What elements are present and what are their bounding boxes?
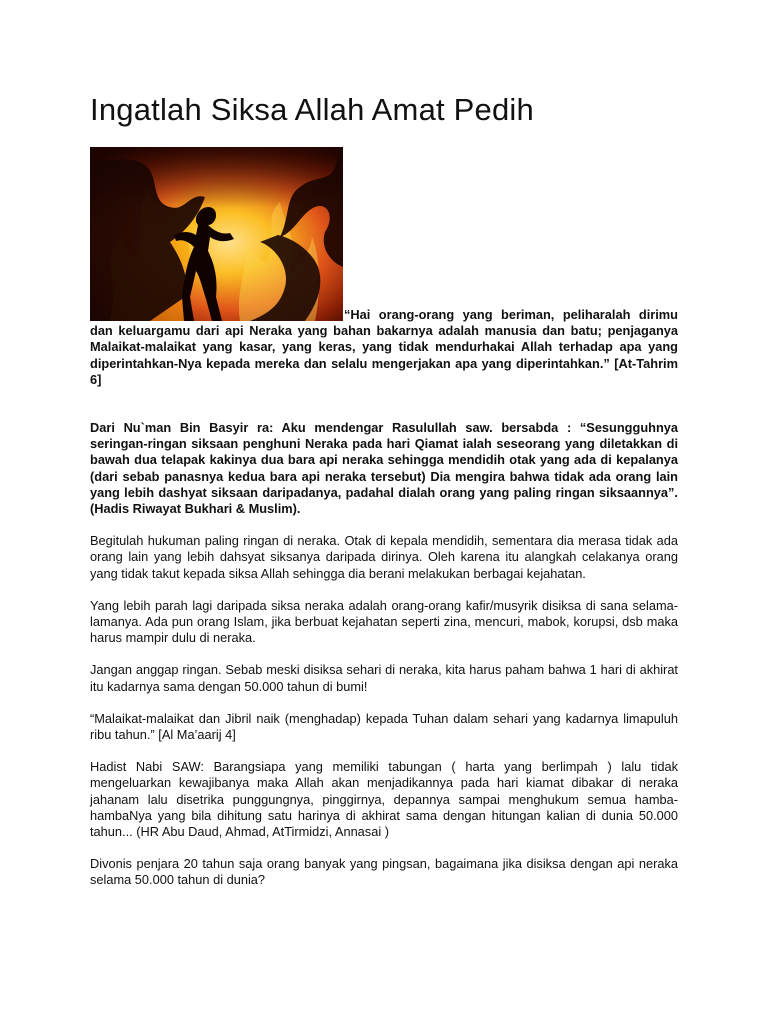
body-paragraph: Hadist Nabi SAW: Barangsiapa yang memiliki tabungan ( harta yang berlimpah ) lalu tidak mengeluarkan kewajibanya maka Allah akan menjadikannya pada hari kiamat dibakar di neraka jahanam lalu disetrika punggungnya, pinggirnya, depannya sampai menghukum semua hamba-hambaNya yang bila dihitung satu harinya di akhirat sama dengan hitungan kalian di dunia 50.000 tahun... (HR Abu Daud, Ahmad, AtTirmidzi, Annasai )	[90, 759, 678, 840]
hell-fire-image	[90, 147, 343, 321]
body-paragraph: Begitulah hukuman paling ringan di neraka. Otak di kepala mendidih, sementara dia merasa tidak ada orang lain yang lebih dahsyat siksanya daripada dirinya. Oleh karena itu alangkah celakanya orang yang tidak takut kepada siksa Allah sehingga dia berani melakukan berbagai kejahatan.	[90, 533, 678, 581]
quote-paragraph: “Malaikat-malaikat dan Jibril naik (menghadap) kepada Tuhan dalam sehari yang kadarnya limapuluh ribu tahun.” [Al Ma’aarij 4]	[90, 710, 678, 743]
hadith-paragraph: Dari Nu`man Bin Basyir ra: Aku mendengar Rasulullah saw. bersabda : “Sesungguhnya seringan-ringan siksaan penghuni Neraka pada hari Qiamat ialah seseorang yang diletakkan di bawah dua telapak kakinya dua bara api neraka sehingga mendidih otak yang ada di kepalanya (dari sebab panasnya kedua bara api neraka tersebut) Dia mengira bahwa tidak ada orang lain yang lebih dashyat siksaan daripadanya, padahal dialah orang yang paling ringan siksaannya”. (Hadis Riwayat Bukhari & Muslim).	[90, 420, 678, 517]
hell-fire-dragon-illustration-icon	[90, 147, 343, 321]
quran-verse-paragraph: “Hai orang-orang yang beriman, peliharalah dirimu dan keluargamu dari api Neraka yang bahan bakarnya adalah manusia dan batu; penjaganya Malaikat-malaikat yang kasar, yang keras, yang tidak mendurhakai Allah terhadap apa yang diperintahkan-Nya kepada mereka dan selalu mengerjakan apa yang diperintahkan.” [At-Tahrim 6]	[90, 307, 678, 387]
page-title: Ingatlah Siksa Allah Amat Pedih	[90, 92, 534, 127]
image-wrap-spacer	[90, 307, 344, 323]
paragraph-gap	[90, 404, 678, 420]
body-paragraph: Divonis penjara 20 tahun saja orang banyak yang pingsan, bagaimana jika disiksa dengan api neraka selama 50.000 tahun di dunia?	[90, 856, 678, 888]
body-paragraph: Yang lebih parah lagi daripada siksa neraka adalah orang-orang kafir/musyrik disiksa di sana selama-lamanya. Ada pun orang Islam, jika berbuat kejahatan seperti zina, mencuri, mabok, korupsi, dsb maka harus mampir dulu di neraka.	[90, 597, 678, 646]
body-paragraph: Jangan anggap ringan. Sebab meski disiksa sehari di neraka, kita harus paham bahwa 1 hari di akhirat itu kadarnya sama dengan 50.000 tahun di bumi!	[90, 662, 678, 694]
article-body	[90, 307, 678, 905]
